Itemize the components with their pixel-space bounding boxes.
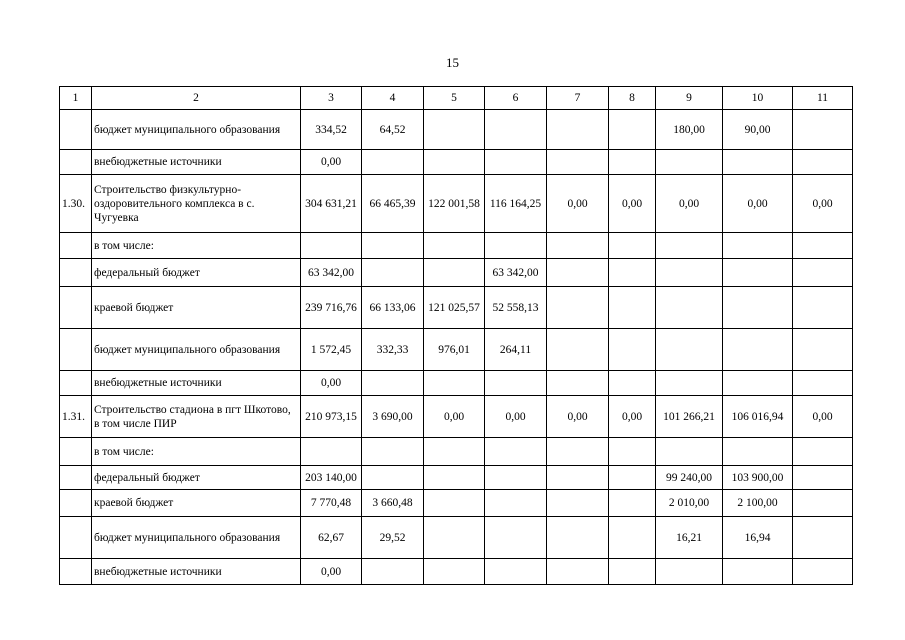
value-cell [547,438,609,466]
value-cell: 52 558,13 [485,287,547,329]
value-cell [656,438,723,466]
value-cell [547,150,609,175]
column-number-cell: 6 [485,87,547,110]
value-cell [793,371,853,396]
value-cell: 264,11 [485,329,547,371]
value-cell [723,559,793,585]
column-number-cell: 7 [547,87,609,110]
value-cell [547,559,609,585]
value-cell [485,150,547,175]
value-cell [723,371,793,396]
value-cell [609,517,656,559]
value-cell: 0,00 [723,175,793,233]
value-cell [609,559,656,585]
column-number-cell: 8 [609,87,656,110]
value-cell: 121 025,57 [424,287,485,329]
value-cell: 210 973,15 [301,396,362,438]
value-cell: 66 133,06 [362,287,424,329]
value-cell: 103 900,00 [723,466,793,490]
value-cell [485,438,547,466]
item-number-cell [60,233,92,259]
value-cell: 0,00 [485,396,547,438]
value-cell [547,517,609,559]
value-cell [424,517,485,559]
table-row [60,175,853,233]
value-cell [485,466,547,490]
value-cell [362,438,424,466]
table-row [60,110,853,150]
value-cell [793,329,853,371]
value-cell [485,517,547,559]
value-cell [485,110,547,150]
value-cell: 29,52 [362,517,424,559]
value-cell [723,329,793,371]
item-number-cell [60,371,92,396]
value-cell: 0,00 [656,175,723,233]
value-cell [485,233,547,259]
value-cell [656,329,723,371]
value-cell [362,259,424,287]
item-number-cell [60,466,92,490]
description-cell: в том числе: [92,438,301,466]
table-row [60,438,853,466]
value-cell: 180,00 [656,110,723,150]
description-cell: бюджет муниципального образования [92,329,301,371]
value-cell [424,233,485,259]
description-cell: федеральный бюджет [92,259,301,287]
value-cell [547,287,609,329]
value-cell [793,438,853,466]
value-cell [547,371,609,396]
description-cell: Строительство физкультурно-оздоровительного комплекса в с. Чугуевка [92,175,301,233]
column-number-cell: 9 [656,87,723,110]
value-cell: 2 010,00 [656,490,723,517]
column-number-cell: 2 [92,87,301,110]
value-cell [656,287,723,329]
value-cell [424,259,485,287]
value-cell [723,150,793,175]
value-cell [547,259,609,287]
table-row [60,259,853,287]
table-row [60,287,853,329]
value-cell [547,110,609,150]
value-cell [609,259,656,287]
description-cell: бюджет муниципального образования [92,110,301,150]
value-cell [424,438,485,466]
budget-table [59,86,853,585]
table-row [60,559,853,585]
table-body [60,87,853,585]
value-cell [424,150,485,175]
value-cell: 332,33 [362,329,424,371]
value-cell: 122 001,58 [424,175,485,233]
column-number-cell: 10 [723,87,793,110]
description-cell: краевой бюджет [92,287,301,329]
item-number-cell [60,150,92,175]
value-cell [656,233,723,259]
column-number-cell: 5 [424,87,485,110]
value-cell [793,287,853,329]
value-cell [424,371,485,396]
item-number-cell: 1.30. [60,175,92,233]
value-cell: 2 100,00 [723,490,793,517]
value-cell: 63 342,00 [485,259,547,287]
value-cell [362,559,424,585]
value-cell [656,371,723,396]
value-cell [362,233,424,259]
value-cell [793,110,853,150]
value-cell: 7 770,48 [301,490,362,517]
value-cell: 62,67 [301,517,362,559]
item-number-cell [60,438,92,466]
value-cell [424,559,485,585]
value-cell [609,329,656,371]
value-cell: 0,00 [609,175,656,233]
description-cell: внебюджетные источники [92,371,301,396]
value-cell: 0,00 [301,559,362,585]
description-cell: федеральный бюджет [92,466,301,490]
value-cell [301,233,362,259]
item-number-cell: 1.31. [60,396,92,438]
value-cell [362,371,424,396]
value-cell: 90,00 [723,110,793,150]
description-cell: внебюджетные источники [92,559,301,585]
page-number: 15 [446,55,459,70]
value-cell [723,259,793,287]
column-number-cell: 4 [362,87,424,110]
table-row [60,517,853,559]
table-row [60,466,853,490]
item-number-cell [60,110,92,150]
value-cell [793,517,853,559]
value-cell: 3 660,48 [362,490,424,517]
table-row [60,233,853,259]
value-cell: 116 164,25 [485,175,547,233]
value-cell [424,466,485,490]
table-row [60,371,853,396]
value-cell: 0,00 [609,396,656,438]
value-cell: 0,00 [793,396,853,438]
value-cell [609,490,656,517]
table-row [60,150,853,175]
description-cell: бюджет муниципального образования [92,517,301,559]
value-cell [362,466,424,490]
table-row [60,396,853,438]
value-cell [793,466,853,490]
column-number-cell: 1 [60,87,92,110]
value-cell: 64,52 [362,110,424,150]
value-cell [723,233,793,259]
item-number-cell [60,287,92,329]
value-cell: 0,00 [301,371,362,396]
item-number-cell [60,490,92,517]
value-cell: 99 240,00 [656,466,723,490]
value-cell [609,287,656,329]
value-cell [547,233,609,259]
value-cell [793,490,853,517]
value-cell [793,259,853,287]
value-cell [793,559,853,585]
value-cell [656,150,723,175]
description-cell: Строительство стадиона в пгт Шкотово, в том числе ПИР [92,396,301,438]
value-cell [656,259,723,287]
value-cell: 0,00 [301,150,362,175]
value-cell [547,329,609,371]
value-cell [609,438,656,466]
value-cell [424,490,485,517]
value-cell [793,233,853,259]
value-cell: 16,21 [656,517,723,559]
item-number-cell [60,329,92,371]
value-cell [485,371,547,396]
item-number-cell [60,259,92,287]
description-cell: внебюджетные источники [92,150,301,175]
value-cell: 0,00 [793,175,853,233]
value-cell: 1 572,45 [301,329,362,371]
value-cell: 106 016,94 [723,396,793,438]
value-cell: 239 716,76 [301,287,362,329]
value-cell [301,438,362,466]
value-cell: 66 465,39 [362,175,424,233]
table-row [60,329,853,371]
value-cell: 304 631,21 [301,175,362,233]
value-cell: 976,01 [424,329,485,371]
item-number-cell [60,517,92,559]
value-cell: 63 342,00 [301,259,362,287]
value-cell [723,287,793,329]
item-number-cell [60,559,92,585]
column-number-cell: 11 [793,87,853,110]
value-cell: 0,00 [547,175,609,233]
value-cell [547,490,609,517]
column-number-row [60,87,853,110]
value-cell [793,150,853,175]
value-cell: 16,94 [723,517,793,559]
table-row [60,490,853,517]
value-cell [424,110,485,150]
value-cell [485,559,547,585]
value-cell: 101 266,21 [656,396,723,438]
value-cell: 203 140,00 [301,466,362,490]
value-cell [609,150,656,175]
value-cell [609,371,656,396]
value-cell: 0,00 [547,396,609,438]
value-cell [609,466,656,490]
value-cell: 334,52 [301,110,362,150]
value-cell [547,466,609,490]
value-cell: 3 690,00 [362,396,424,438]
value-cell [609,110,656,150]
value-cell [485,490,547,517]
value-cell: 0,00 [424,396,485,438]
value-cell [362,150,424,175]
description-cell: в том числе: [92,233,301,259]
value-cell [656,559,723,585]
column-number-cell: 3 [301,87,362,110]
description-cell: краевой бюджет [92,490,301,517]
value-cell [609,233,656,259]
value-cell [723,438,793,466]
